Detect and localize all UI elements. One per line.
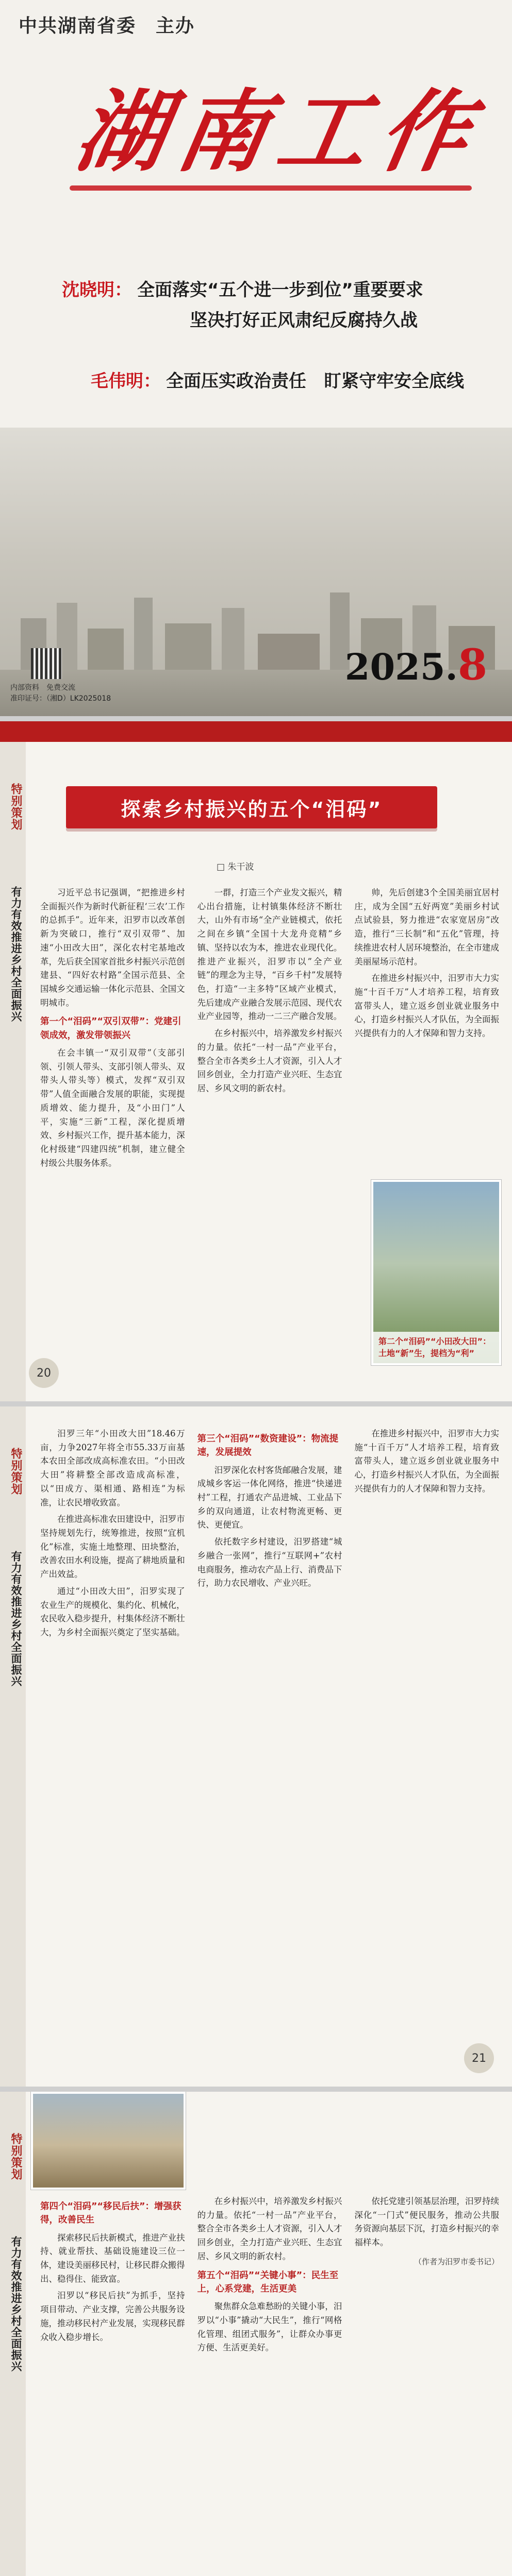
- paragraph: 汨罗深化农村客货邮融合发展，建成城乡客运一体化网络，推进“快递进村”工程，打通农产品进城、工业品下乡的双向通道，让农村物流更畅、更快、更便宜。: [197, 1465, 342, 1530]
- paragraph: 依托数字乡村建设，汨罗搭建“城乡融合一张网”，推行“互联网+”农村电商服务，推动农产品上行、消费品下行，助力农民增收、产业兴旺。: [197, 1537, 342, 1588]
- publisher-line: 中共湖南省委 主办: [19, 15, 195, 37]
- section-heading-3: 第三个“泪码”“数资建设”：物流提速，发展提效: [197, 1434, 339, 1458]
- column-2: [197, 1427, 342, 1643]
- page-number: 20: [29, 1358, 59, 1388]
- column-2: [197, 2195, 342, 2358]
- section-heading-4: 第四个“泪码”“移民后扶”：增强获得，改善民生: [40, 2201, 181, 2226]
- headline-2-text: 全面压实政治责任 盯紧守牢安全底线: [166, 371, 464, 392]
- paragraph: 依托党建引领基层治理，汨罗持续深化“一门式”便民服务，推动公共服务资源向基层下沉，打造乡村振兴的幸福样本。: [354, 2196, 499, 2248]
- column-1: [40, 886, 185, 1173]
- column-3: [354, 886, 499, 1173]
- section-tag: 特别策划: [9, 2133, 22, 2180]
- headline-1: [62, 276, 423, 301]
- article-author: □ 朱干波: [217, 862, 254, 872]
- paragraph: 汨罗以“移民后扶”为抓手，坚持项目带动、产业支撑，完善公共服务设施，推动移民村产业发展，实现移民群众收入稳步增长。: [40, 2291, 185, 2342]
- article-page-21: [0, 1401, 512, 2087]
- photo-caption: 第二个“泪码”“小田改大田”：土地“新”生，提档为“利”: [373, 1332, 499, 1363]
- paragraph: 在推进乡村振兴中，汨罗市大力实施“十百千万”人才培养工程，培育致富带头人，建立返乡创业就业服务中心，打造乡村振兴人才队伍，为全面振兴提供有力的人才保障和智力支持。: [354, 1429, 499, 1494]
- paragraph: 聚焦群众急难愁盼的关键小事，汨罗以“小事”撬动“大民生”，推行“网格化管理、组团式服务”，让群众办事更方便、生活更美好。: [197, 2301, 342, 2353]
- masthead-title: [68, 79, 478, 184]
- issue-number: 2025.8: [344, 640, 487, 690]
- masthead-char-4: 作: [371, 79, 478, 184]
- section-heading-1: 第一个“泪码”“双引双带”：党建引领成效，激发带领振兴: [40, 1016, 181, 1041]
- section-subtitle: 有力有效推进乡村全面振兴: [10, 1551, 22, 1687]
- paragraph: 探索移民后扶新模式，推进产业扶持、就业帮扶、基础设施建设三位一体，建设美丽移民村，让移民群众搬得出、稳得住、能致富。: [40, 2232, 185, 2284]
- rice-field-photo: [371, 1180, 501, 1365]
- headline-1-name: 沈晓明：: [62, 280, 132, 300]
- section-sidebar: [0, 742, 26, 1401]
- paragraph: 汨罗三年“小田改大田”18.46万亩，力争2027年将全市55.33万亩基本农田全部改成高标准农田。“小田改大田”将耕整全部改造成高标准，以“田成方、渠相通、路相连”为标准，让农民增收致富。: [40, 1429, 185, 1507]
- section-subtitle: 有力有效推进乡村全面振兴: [10, 886, 22, 1022]
- article-title-banner: [66, 786, 437, 828]
- section-tag: 特别策划: [9, 783, 22, 831]
- publication-meta: [10, 683, 111, 704]
- masthead-brush-stroke: [70, 185, 472, 191]
- section-heading-5: 第五个“泪码”“关键小事”：民生至上，心系党建，生活更美: [197, 2270, 339, 2294]
- masthead-char-2: 南: [169, 79, 276, 184]
- paragraph: 帅，先后创建3个全国美丽宜居村庄，成为全国“五好两宽”美丽乡村试点试验县，努力推进“农家宽居房”改造，推行“三长制”和“五化”管理，持续推进农村人居环境整治，在全市建成美丽屋场示范村。: [354, 888, 499, 967]
- paragraph: 在推进乡村振兴中，汨罗市大力实施“十百千万”人才培养工程，培育致富带头人，建立返乡创业就业服务中心，打造乡村振兴人才队伍，为全面振兴提供有力的人才保障和智力支持。: [354, 973, 499, 1039]
- author-signoff: （作者为汨罗市委书记）: [414, 2257, 499, 2266]
- qr-code-icon: [31, 648, 62, 679]
- village-photo: [31, 2092, 186, 2190]
- paragraph: 在会丰镇一“双引双带”（支部引领、引领人带头、支部引领人带头、双带头人带头等）模式，发挥“双引双带”人值全面融合发展的职能，实现提质增效、能力提升，及“小田门”人平，实施“三新”工程，深化提质增效、乡村振兴工作，提升基本能力，深化村级建“四建四统”机制，建立健全村级公共服务体系。: [40, 1047, 185, 1168]
- headline-1-text: 全面落实“五个进一步到位”重要要求: [137, 280, 423, 300]
- masthead-char-1: 湖: [68, 79, 175, 184]
- column-1: [40, 2195, 185, 2358]
- section-sidebar: [0, 2092, 26, 2576]
- column-1: [40, 1427, 185, 1643]
- section-subtitle: 有力有效推进乡村全面振兴: [10, 2236, 22, 2372]
- paragraph: 通过“小田改大田”，汨罗实现了农业生产的规模化、集约化、机械化，农民收入稳步提升，村集体经济不断壮大，为乡村全面振兴奠定了坚实基础。: [40, 1586, 185, 1638]
- article-page-22: [0, 2087, 512, 2576]
- headline-2-name: 毛伟明：: [91, 371, 161, 392]
- article-columns-p22: [40, 2195, 499, 2358]
- article-page-20: [0, 716, 512, 1401]
- section-tag: 特别策划: [9, 1448, 22, 1495]
- paragraph: 在乡村振兴中，培养激发乡村振兴的力量。依托“一村一品”产业平台，整合全市各类乡土人才资源，引入人才回乡创业，全力打造产业兴旺、生态宜居、乡风文明的新农村。: [197, 2196, 342, 2261]
- section-sidebar: [0, 1406, 26, 2087]
- paragraph: 习近平总书记强调，“把推进乡村全面振兴作为新时代新征程‘三农’工作的总抓手”。近年来，汨罗市以改革创新为突破口，推行“双引双带”、加速“小田改大田”，深化农村宅基地改革，先后获全国家首批乡村振兴示范创建县、“四好农村路”全国示范县、全国城乡交通运输一体化示范县、全国文明城市。: [40, 888, 185, 1008]
- cover-page: [0, 0, 512, 716]
- article-title: 探索乡村振兴的五个“泪码”: [121, 798, 383, 821]
- headline-1-line2: 坚决打好正风肃纪反腐持久战: [190, 310, 418, 331]
- column-2: [197, 886, 342, 1173]
- paragraph: 一群，打造三个产业发文振兴，精心出台措施，让村镇集体经济不断壮大，山外有市场“全产业链模式，依托之间在乡镇“全国十大龙舟竞精”乡镇、坚持以农为本，推进农业现代化。推进产业振兴，汨罗市以”全产业链”的理念为主导，“百乡千村”发展特色，打造“一主多特”区域产业模式，先后建成产业融合发展示范园、现代农业产业园等，推动一二三产融合发展。: [197, 888, 342, 1022]
- masthead-char-3: 工: [270, 79, 377, 184]
- headline-2: [91, 367, 464, 392]
- paragraph: 在推进高标准农田建设中，汨罗市坚持规划先行，统筹推进，按照“宜机化”标准，实施土地整理、田块整治，改善农田水利设施，提高了耕地质量和产出效益。: [40, 1514, 185, 1580]
- column-3: [354, 1427, 499, 1643]
- top-red-band: [0, 721, 512, 742]
- page-number: 21: [464, 2043, 494, 2073]
- meta-line-2: 准印证号：（湘D）LK2025018: [10, 694, 111, 703]
- paragraph: 在乡村振兴中，培养激发乡村振兴的力量。依托“一村一品”产业平台，整合全市各类乡土人才资源，引入人才回乡创业，全力打造产业兴旺、生态宜居、乡风文明的新农村。: [197, 1028, 342, 1094]
- meta-line-1: 内部资料 免费交流: [10, 684, 75, 692]
- article-columns-p21: [40, 1427, 499, 1643]
- article-columns-p20: [40, 886, 499, 1173]
- column-3: [354, 2195, 499, 2358]
